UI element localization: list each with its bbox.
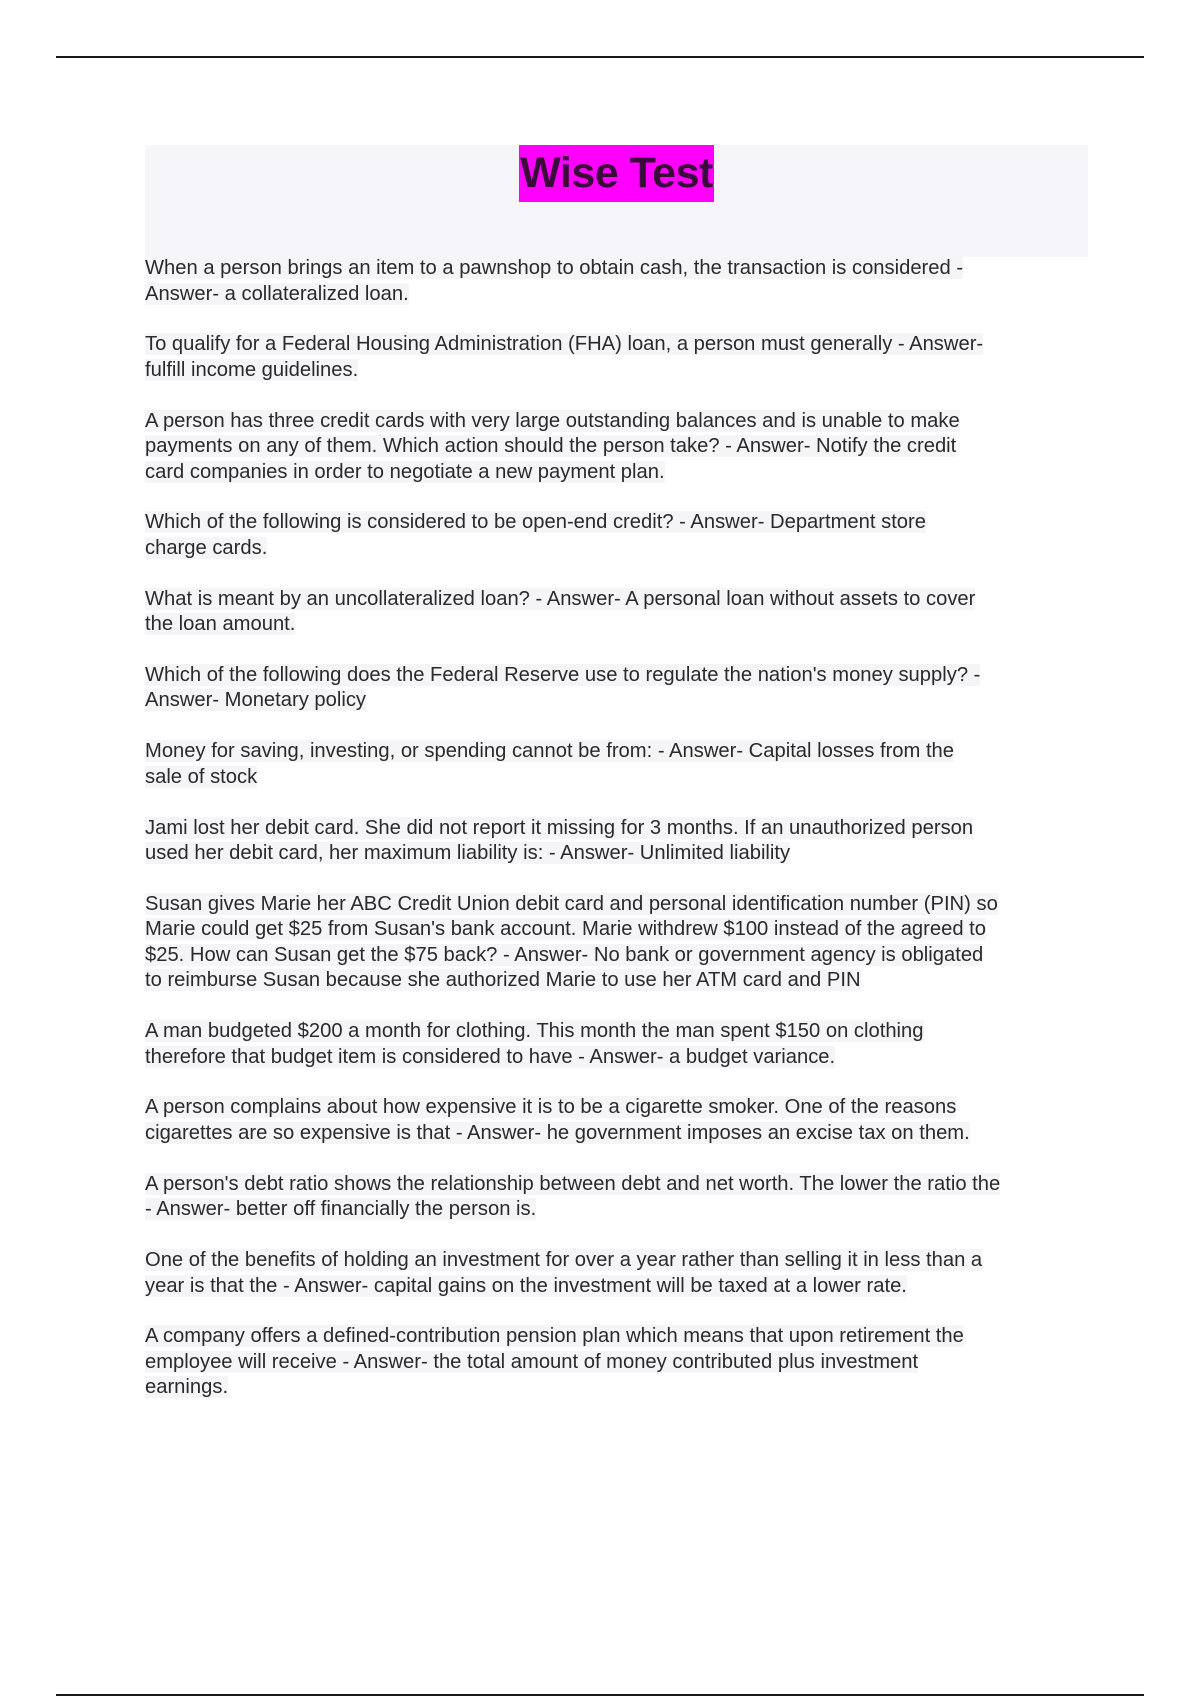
qa-line-text: card companies in order to negotiate a new payment plan.: [145, 460, 665, 483]
page-title: [145, 145, 1088, 202]
header-rule: [56, 56, 1144, 58]
qa-line: [145, 510, 1095, 536]
qa-line-text: To qualify for a Federal Housing Administration (FHA) loan, a person must generally - Answer-: [145, 333, 984, 356]
qa-line: [145, 892, 1095, 918]
qa-item: [145, 510, 1095, 561]
qa-line: [145, 1375, 1095, 1401]
qa-line-text: A person has three credit cards with very large outstanding balances and is unable to make: [145, 409, 960, 432]
qa-line: [145, 1121, 1095, 1147]
qa-line-text: charge cards.: [145, 536, 268, 559]
qa-item: [145, 1248, 1095, 1299]
qa-line-text: used her debit card, her maximum liability is: - Answer- Unlimited liability: [145, 842, 791, 865]
qa-line: [145, 1172, 1095, 1198]
qa-line: [145, 917, 1095, 943]
qa-line: [145, 332, 1095, 358]
qa-line: [145, 688, 1095, 714]
qa-item: [145, 1172, 1095, 1223]
qa-line: [145, 1350, 1095, 1376]
qa-line: [145, 1045, 1095, 1071]
qa-line-text: When a person brings an item to a pawnshop to obtain cash, the transaction is considered -: [145, 257, 964, 279]
qa-line-text: therefore that budget item is considered to have - Answer- a budget variance.: [145, 1045, 836, 1068]
qa-line: [145, 1197, 1095, 1223]
qa-item: [145, 663, 1095, 714]
qa-item: [145, 816, 1095, 867]
qa-line-text: Which of the following is considered to be open-end credit? - Answer- Department store: [145, 511, 926, 534]
qa-item: [145, 256, 1095, 307]
qa-list: [145, 256, 1095, 1426]
qa-item: [145, 1095, 1095, 1146]
qa-item: [145, 892, 1095, 994]
qa-line-text: One of the benefits of holding an investment for over a year rather than selling it in less than a: [145, 1249, 983, 1272]
qa-line-text: Answer- Monetary policy: [145, 689, 367, 712]
qa-line: [145, 612, 1095, 638]
qa-line: [145, 765, 1095, 791]
qa-line: [145, 358, 1095, 384]
qa-line-text: A man budgeted $200 a month for clothing. This month the man spent $150 on clothing: [145, 1020, 924, 1043]
qa-line-text: Jami lost her debit card. She did not report it missing for 3 months. If an unauthorized person: [145, 816, 974, 839]
qa-line-text: Which of the following does the Federal Reserve use to regulate the nation's money supply? -: [145, 663, 981, 686]
qa-item: [145, 1019, 1095, 1070]
qa-line: [145, 282, 1095, 308]
qa-line-text: Marie could get $25 from Susan's bank account. Marie withdrew $100 instead of the agreed to: [145, 918, 987, 941]
qa-line-text: earnings.: [145, 1376, 229, 1399]
qa-line-text: fulfill income guidelines.: [145, 358, 359, 381]
qa-line-text: Susan gives Marie her ABC Credit Union debit card and personal identification number (PIN) so: [145, 892, 998, 915]
qa-line: [145, 739, 1095, 765]
page-title-text: Wise Test: [519, 145, 714, 202]
qa-line: [145, 1019, 1095, 1045]
qa-line-text: What is meant by an uncollateralized loan? - Answer- A personal loan without assets to cover: [145, 587, 976, 610]
qa-line-text: cigarettes are so expensive is that - Answer- he government imposes an excise tax on them.: [145, 1121, 970, 1144]
qa-line: [145, 1248, 1095, 1274]
qa-item: [145, 587, 1095, 638]
qa-item: [145, 739, 1095, 790]
qa-line-text: employee will receive - Answer- the total amount of money contributed plus investment: [145, 1350, 919, 1373]
qa-line: [145, 409, 1095, 435]
qa-line: [145, 1324, 1095, 1350]
qa-item: [145, 409, 1095, 486]
qa-line: [145, 968, 1095, 994]
qa-line: [145, 663, 1095, 689]
qa-line-text: Answer- a collateralized loan.: [145, 282, 409, 305]
qa-line-text: the loan amount.: [145, 613, 296, 636]
qa-line-text: A person's debt ratio shows the relationship between debt and net worth. The lower the ratio the: [145, 1172, 1001, 1195]
qa-line-text: - Answer- better off financially the person is.: [145, 1198, 537, 1221]
qa-line-text: Money for saving, investing, or spending cannot be from: - Answer- Capital losses from the: [145, 740, 955, 763]
title-band: [145, 145, 1088, 257]
qa-line: [145, 841, 1095, 867]
qa-line: [145, 434, 1095, 460]
qa-line-text: A company offers a defined-contribution pension plan which means that upon retirement the: [145, 1325, 964, 1348]
qa-line-text: payments on any of them. Which action should the person take? - Answer- Notify the credit: [145, 435, 957, 458]
qa-line: [145, 587, 1095, 613]
qa-item: [145, 1324, 1095, 1401]
footer-rule: [56, 1694, 1144, 1696]
qa-line-text: year is that the - Answer- capital gains on the investment will be taxed at a lower rate.: [145, 1274, 907, 1297]
qa-item: [145, 332, 1095, 383]
qa-line: [145, 1274, 1095, 1300]
qa-line: [145, 256, 1095, 282]
qa-line: [145, 460, 1095, 486]
qa-line: [145, 943, 1095, 969]
qa-line: [145, 816, 1095, 842]
qa-line: [145, 536, 1095, 562]
qa-line: [145, 1095, 1095, 1121]
qa-line-text: $25. How can Susan get the $75 back? - Answer- No bank or government agency is obligated: [145, 943, 984, 966]
qa-line-text: to reimburse Susan because she authorized Marie to use her ATM card and PIN: [145, 969, 861, 992]
qa-line-text: sale of stock: [145, 765, 258, 788]
qa-line-text: A person complains about how expensive it is to be a cigarette smoker. One of the reasons: [145, 1096, 957, 1119]
